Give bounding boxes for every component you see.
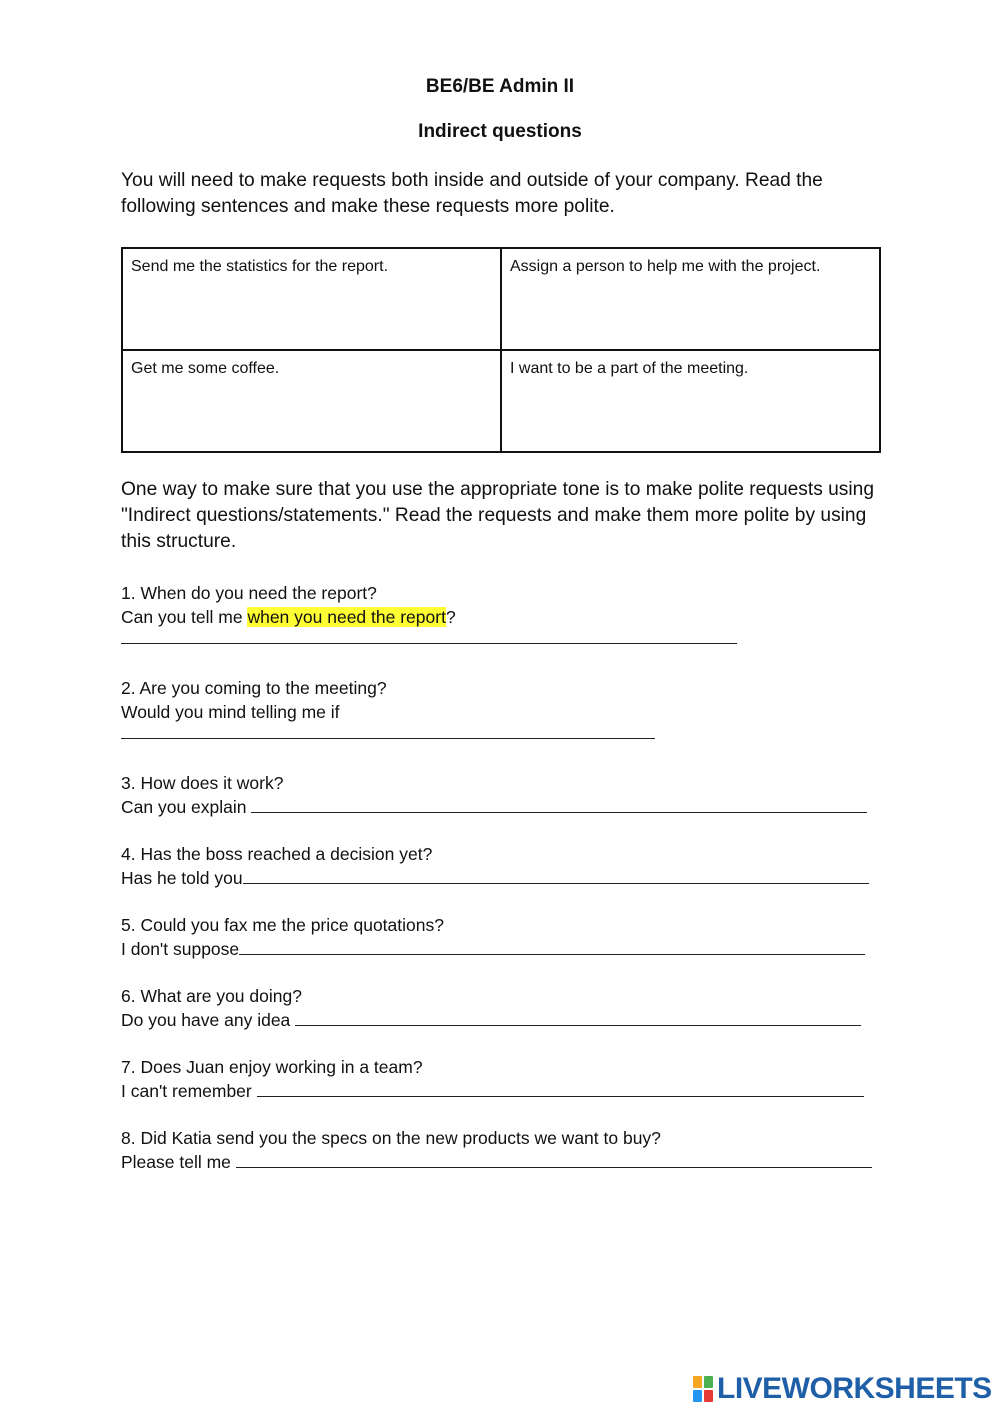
table-row xyxy=(122,248,880,350)
highlighted-answer: when you need the report xyxy=(247,607,446,627)
question-item-8 xyxy=(121,1126,891,1174)
answer-blank-8[interactable] xyxy=(236,1150,872,1168)
prompt-text: Would you mind telling me if xyxy=(121,702,340,722)
table-cell: Send me the statistics for the report. xyxy=(122,248,501,350)
question-text: 4. Has the boss reached a decision yet? xyxy=(121,844,433,864)
prompt-text: Can you explain xyxy=(121,797,252,817)
table-cell: I want to be a part of the meeting. xyxy=(501,350,880,452)
question-item-1 xyxy=(121,581,891,644)
question-text: 5. Could you fax me the price quotations? xyxy=(121,915,444,935)
intro-paragraph: You will need to make requests both inside and outside of your company. Read the following sentences and make these requests more polite. xyxy=(121,170,823,217)
logo-text: LIVEWORKSHEETS xyxy=(717,1372,992,1405)
prompt-text: Please tell me xyxy=(121,1152,236,1172)
answer-blank-4[interactable] xyxy=(243,866,869,884)
question-item-2 xyxy=(121,676,891,739)
question-text: 6. What are you doing? xyxy=(121,986,302,1006)
prompt-suffix: ? xyxy=(445,607,456,627)
prompt-text: I can't remember xyxy=(121,1081,257,1101)
answer-blank-5[interactable] xyxy=(239,937,865,955)
page-title: Indirect questions xyxy=(418,121,582,142)
table-cell: Get me some coffee. xyxy=(122,350,501,452)
prompt-text: I don't suppose xyxy=(121,939,240,959)
question-text: 2. Are you coming to the meeting? xyxy=(121,678,387,698)
explanation-paragraph: One way to make sure that you use the appropriate tone is to make polite requests using "Indirect questions/statements." Read the requests and make them more polite by using this structure. xyxy=(121,479,875,552)
answer-blank-7[interactable] xyxy=(257,1079,864,1097)
question-item-4 xyxy=(121,842,891,890)
question-item-3 xyxy=(121,771,891,819)
liveworksheets-logo xyxy=(693,1374,992,1404)
prompt-text: Can you tell me xyxy=(121,607,248,627)
liveworksheets-logo-icon xyxy=(693,1376,713,1402)
question-item-7 xyxy=(121,1055,891,1103)
question-text: 8. Did Katia send you the specs on the new products we want to buy? xyxy=(121,1128,661,1148)
table-cell: Assign a person to help me with the project. xyxy=(501,248,880,350)
answer-blank-2[interactable] xyxy=(121,738,655,739)
answer-blank-3[interactable] xyxy=(251,795,867,813)
question-text: 1. When do you need the report? xyxy=(121,583,377,603)
answer-blank-1[interactable] xyxy=(121,643,737,644)
course-title: BE6/BE Admin II xyxy=(425,76,575,97)
question-text: 3. How does it work? xyxy=(121,773,284,793)
prompt-text: Has he told you xyxy=(121,868,243,888)
question-item-5 xyxy=(121,913,891,961)
requests-table xyxy=(121,247,881,453)
question-text: 7. Does Juan enjoy working in a team? xyxy=(121,1057,423,1077)
table-row xyxy=(122,350,880,452)
question-item-6 xyxy=(121,984,891,1032)
prompt-text: Do you have any idea xyxy=(121,1010,296,1030)
answer-blank-6[interactable] xyxy=(295,1008,861,1026)
